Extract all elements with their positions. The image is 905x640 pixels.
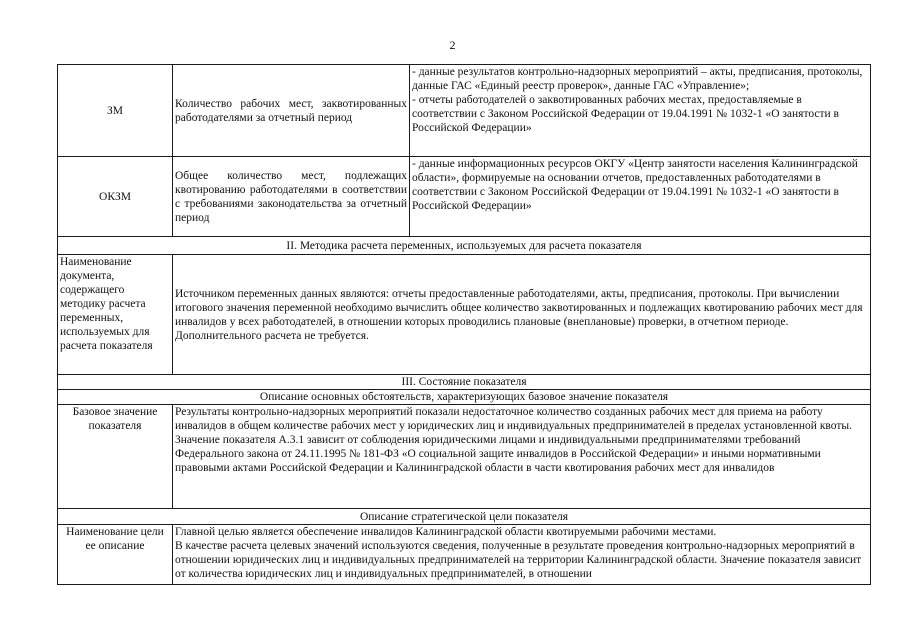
section-subtitle: Описание стратегической цели показателя: [58, 509, 871, 525]
goal-paragraph: Главной целью является обеспечение инвалидов Калининградской области квотируемыми рабочими местами.: [175, 526, 717, 538]
variable-description-okzm: Общее количество мест, подлежащих квотированию работодателями в соответствии с требованиями законодательства за отчетный период: [173, 157, 410, 237]
goal-text: [173, 525, 871, 585]
source-item: - данные информационных ресурсов ОКГУ «Центр занятости населения Калининградской области», формируемые на основании отчетов, предоставленных работодателями в соответствии с Законом Российской Федерации от 19.04.1991 № 1032-1 «О занятости в Российской Федерации»: [412, 158, 858, 212]
section-title: II. Методика расчета переменных, используемых для расчета показателя: [58, 237, 871, 255]
base-value-label: Базовое значение показателя: [58, 405, 173, 509]
table-row-section3-subtitle: [58, 390, 871, 405]
table-row-section2-title: [58, 237, 871, 255]
variable-code-zm: ЗМ: [58, 65, 173, 157]
base-value-paragraph: Результаты контрольно-надзорных мероприятий показали недостаточное количество созданных рабочих мест для приема на работу инвалидов в общем количестве рабочих мест у юридических лиц и индивидуальных предпринимателей в пределах установленной квоты.: [175, 406, 852, 432]
source-item: - отчеты работодателей о заквотированных рабочих местах, предоставляемые в соответствии с Законом Российской Федерации от 19.04.1991 № 1032-1 «О занятости в Российской Федерации»: [412, 94, 839, 134]
table-row-methodology: [58, 255, 871, 375]
variable-sources-zm: [410, 65, 871, 157]
base-value-text: [173, 405, 871, 509]
table-row-section3-title: [58, 375, 871, 390]
table-row-strategic-title: [58, 509, 871, 525]
section-subtitle: Описание основных обстоятельств, характеризующих базовое значение показателя: [58, 390, 871, 405]
page-number: 2: [449, 38, 456, 52]
variable-code-okzm: ОКЗМ: [58, 157, 173, 237]
table-row-okzm: [58, 157, 871, 237]
methodology-label: Наименование документа, содержащего методику расчета переменных, используемых для расчета показателя: [58, 255, 173, 375]
source-item: - данные результатов контрольно-надзорных мероприятий – акты, предписания, протоколы, данные ГАС «Единый реестр проверок», данные ГАС «Управление»;: [412, 66, 863, 92]
base-value-paragraph: Значение показателя А.3.1 зависит от соблюдения юридическими лицами и индивидуальными предпринимателями требований Федерального закона от 24.11.1995 № 181-ФЗ «О социальной защите инвалидов в Российской Федерации» и иными нормативными правовыми актами Российской Федерации и Калининградской области в части квотирования рабочих мест для инвалидов: [175, 434, 821, 474]
variable-description-zm: Количество рабочих мест, заквотированных работодателями за отчетный период: [173, 65, 410, 157]
goal-label: Наименование цели ее описание: [58, 525, 173, 585]
methodology-text: Источником переменных данных являются: отчеты предоставленные работодателями, акты, предписания, протоколы. При вычислении итогового значения переменной необходимо вычислить общее количество заквотированных и подлежащих квотированию рабочих мест для инвалидов у всех работодателей, в отношении которых проводились плановые (внеплановые) проверки, в отчетном периоде. Дополнительного расчета не требуется.: [173, 255, 871, 375]
variable-sources-okzm: [410, 157, 871, 237]
section-title: III. Состояние показателя: [58, 375, 871, 390]
goal-paragraph: В качестве расчета целевых значений используются сведения, полученные в результате проведения контрольно-надзорных мероприятий в отношении юридических лиц и индивидуальных предпринимателей на территории Калининградской области. Значение показателя зависит от количества юридических лиц и индивидуальных предпринимателей, в отношении: [175, 540, 862, 580]
indicator-table: [57, 64, 871, 585]
table-row-goal: [58, 525, 871, 585]
table-row-zm: [58, 65, 871, 157]
table-row-base-value: [58, 405, 871, 509]
